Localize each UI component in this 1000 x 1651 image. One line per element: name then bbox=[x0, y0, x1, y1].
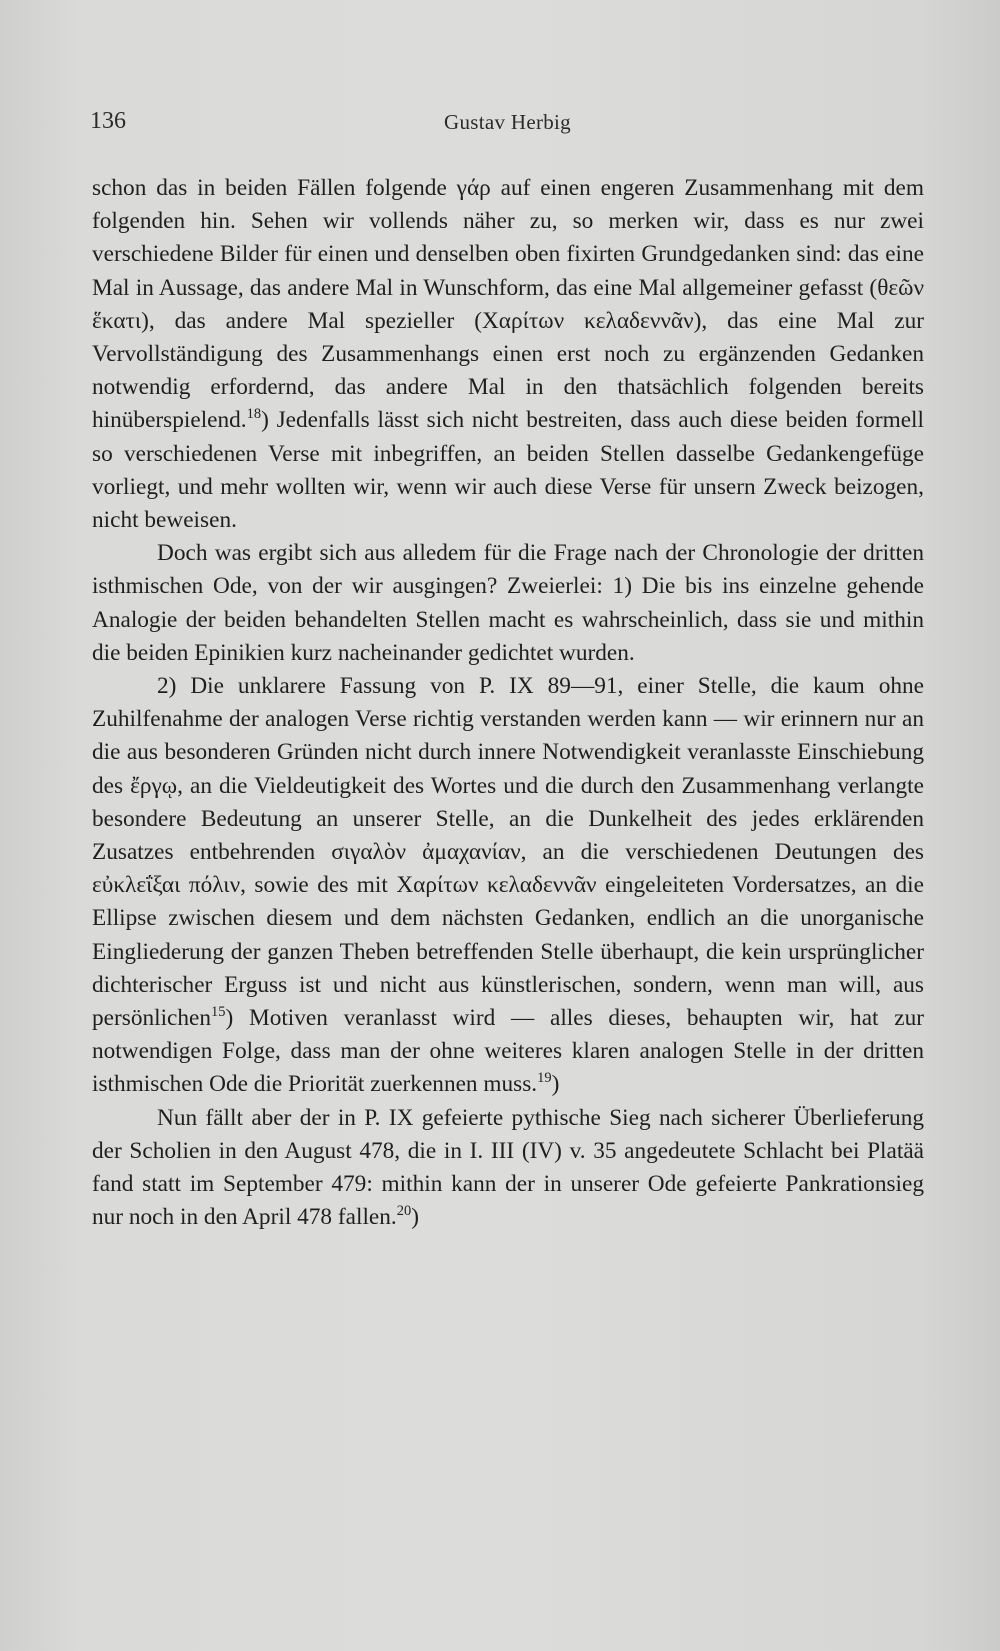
paragraph-1 bbox=[92, 172, 924, 537]
paragraph-4-text-end: ) bbox=[411, 1204, 419, 1231]
paragraph-3-text-end: ) bbox=[551, 1071, 560, 1098]
footnote-ref-20: 20 bbox=[396, 1203, 412, 1220]
paragraph-4-text: Nun fällt aber der in P. IX gefeierte pythische Sieg nach sicherer Überlieferung der Scholien in den August 478, die in I. III (IV) v. 35 angedeutete Schlacht bei Platää fand statt im September 479: mithin kann der in unserer Ode gefeierte Pankrationsieg nur noch in den April 478 fallen. bbox=[92, 1104, 924, 1231]
paragraph-3-text-continued: ) Motiven veranlasst wird — alles dieses, behaupten wir, hat zur notwendigen Folge, dass man der ohne weiteres klaren analogen Stelle in der dritten isthmischen Ode die Priorität zuerkennen muss. bbox=[92, 1005, 924, 1098]
paragraph-2 bbox=[92, 537, 924, 670]
page-number: 136 bbox=[90, 108, 126, 134]
paragraph-1-text: schon das in beiden Fällen folgende γάρ auf einen engeren Zusammenhang mit dem folgenden hin. Sehen wir vollends näher zu, so merken wir, dass es nur zwei verschiedene Bilder für einen und denselben oben fixirten Grundgedanken sind: das eine Mal in Aussage, das andere Mal in Wunschform, das eine Mal allgemeiner gefasst (θεῶν ἕκατι), das andere Mal spezieller (Χαρίτων κελαδεννᾶν), das eine Mal zur Vervollständigung des Zusammenhangs einen erst noch zu ergänzenden Gedanken notwendig erfordernd, das andere Mal in den thatsächlich folgenden bereits hinüberspielend. bbox=[92, 175, 924, 434]
footnote-ref-18: 18 bbox=[246, 406, 262, 423]
paragraph-3-text: 2) Die unklarere Fassung von P. IX 89—91, einer Stelle, die kaum ohne Zuhilfenahme der analogen Verse richtig verstanden werden kann — wir erinnern nur an die aus besonderen Gründen nicht durch innere Notwendigkeit veranlasste Einschiebung des ἔργῳ, an die Vieldeutigkeit des Wortes und die durch den Zusammenhang verlangte besondere Bedeutung an unserer Stelle, an die Dunkelheit des jedes erklärenden Zusatzes entbehrenden σιγαλὸν ἀμαχανίαν, an die verschiedenen Deutungen des εὐκλεΐξαι πόλιν, sowie des mit Χαρίτων κελαδεννᾶν eingeleiteten Vordersatzes, an die Ellipse zwischen diesem und dem nächsten Gedanken, endlich an die unorganische Eingliederung der ganzen Theben betreffenden Stelle überhaupt, die kein ursprünglicher dichterischer Erguss ist und nicht aus künstlerischen, sondern, wenn man will, aus persönlichen bbox=[92, 673, 924, 1032]
page-header bbox=[90, 108, 925, 148]
footnote-ref-19: 19 bbox=[537, 1070, 552, 1087]
paragraph-4 bbox=[92, 1102, 924, 1235]
paragraph-2-text: Doch was ergibt sich aus alledem für die Frage nach der Chronologie der dritten isthmischen Ode, von der wir ausgingen? Zweierlei: 1) Die bis ins einzelne gehende Analogie der beiden behandelten Stellen macht es wahrscheinlich, dass sie und mithin die beiden Epinikien kurz nacheinander gedichtet wurden. bbox=[92, 540, 924, 666]
paragraph-3 bbox=[92, 670, 924, 1102]
body-text bbox=[92, 172, 924, 1235]
paragraph-1-text-continued: ) Jedenfalls lässt sich nicht bestreiten, dass auch diese beiden formell so verschiedenen Verse mit inbegriffen, an beiden Stellen dasselbe Gedankengefüge vorliegt, und mehr wollten wir, wenn wir auch diese Verse für unsern Zweck beizogen, nicht beweisen. bbox=[92, 407, 924, 534]
footnote-ref-15: 15 bbox=[211, 1004, 226, 1021]
running-head: Gustav Herbig bbox=[444, 110, 571, 134]
